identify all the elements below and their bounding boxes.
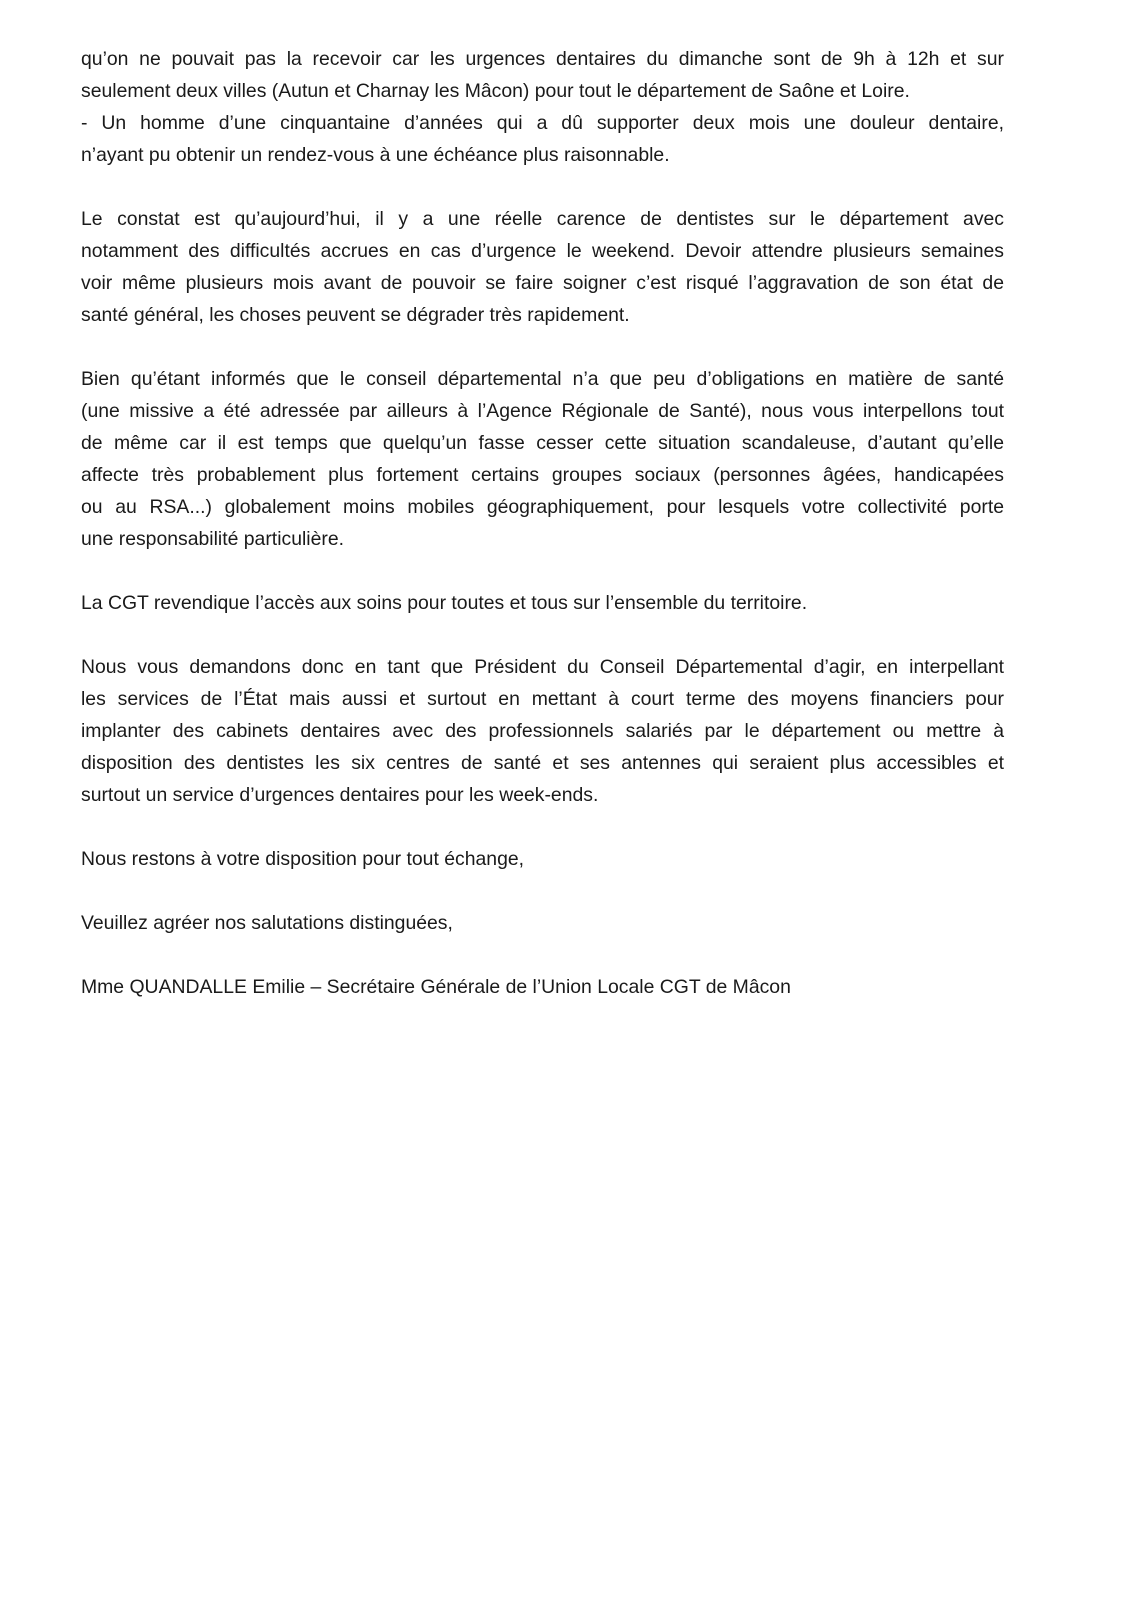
text-line: disposition des dentistes les six centres de santé et ses antennes qui seraient plus accessibles et xyxy=(81,752,1004,774)
paragraph-demande-president xyxy=(81,651,1004,811)
paragraph-revendication-cgt xyxy=(81,587,1004,619)
text-line: implanter des cabinets dentaires avec des professionnels salariés par le département ou mettre à xyxy=(81,720,1004,742)
text-line: notamment des difficultés accrues en cas d’urgence le weekend. Devoir attendre plusieurs semaines xyxy=(81,240,1004,262)
text-line: Veuillez agréer nos salutations distinguées, xyxy=(81,912,453,934)
text-line: les services de l’État mais aussi et surtout en mettant à court terme des moyens financiers pour xyxy=(81,688,1004,710)
text-line: Mme QUANDALLE Emilie – Secrétaire Générale de l’Union Locale CGT de Mâcon xyxy=(81,976,791,998)
text-line: santé général, les choses peuvent se dégrader très rapidement. xyxy=(81,304,630,326)
paragraph-disposition xyxy=(81,843,1004,875)
text-line: Le constat est qu’aujourd’hui, il y a une réelle carence de dentistes sur le département avec xyxy=(81,208,1004,230)
text-line: affecte très probablement plus fortement certains groupes sociaux (personnes âgées, handicapées xyxy=(81,464,1004,486)
text-line: Nous vous demandons donc en tant que Président du Conseil Départemental d’agir, en interpellant xyxy=(81,656,1004,678)
text-line: (une missive a été adressée par ailleurs à l’Agence Régionale de Santé), nous vous interpellons tout xyxy=(81,400,1004,422)
text-line: voir même plusieurs mois avant de pouvoir se faire soigner c’est risqué l’aggravation de son état de xyxy=(81,272,1004,294)
text-line: qu’on ne pouvait pas la recevoir car les urgences dentaires du dimanche sont de 9h à 12h et sur xyxy=(81,48,1004,70)
text-line: n’ayant pu obtenir un rendez-vous à une échéance plus raisonnable. xyxy=(81,144,670,166)
paragraph-temoignage-homme xyxy=(81,107,1004,171)
signature-line xyxy=(81,971,1004,1003)
paragraph-conseil-departemental xyxy=(81,363,1004,555)
text-line: Bien qu’étant informés que le conseil départemental n’a que peu d’obligations en matière de santé xyxy=(81,368,1004,390)
text-line: La CGT revendique l’accès aux soins pour toutes et tous sur l’ensemble du territoire. xyxy=(81,592,808,614)
paragraph-urgences-continuation xyxy=(81,43,1004,107)
paragraph-constat xyxy=(81,203,1004,331)
text-line: Nous restons à votre disposition pour tout échange, xyxy=(81,848,525,870)
text-line: une responsabilité particulière. xyxy=(81,528,345,550)
text-line: de même car il est temps que quelqu’un fasse cesser cette situation scandaleuse, d’autant qu’elle xyxy=(81,432,1004,454)
text-line: surtout un service d’urgences dentaires pour les week-ends. xyxy=(81,784,599,806)
text-line: ou au RSA...) globalement moins mobiles géographiquement, pour lesquels votre collectivité porte xyxy=(81,496,1004,518)
paragraph-salutations xyxy=(81,907,1004,939)
text-line: seulement deux villes (Autun et Charnay les Mâcon) pour tout le département de Saône et Loire. xyxy=(81,80,910,102)
text-line: - Un homme d’une cinquantaine d’années qui a dû supporter deux mois une douleur dentaire, xyxy=(81,112,1004,134)
letter-body xyxy=(81,43,1004,1035)
